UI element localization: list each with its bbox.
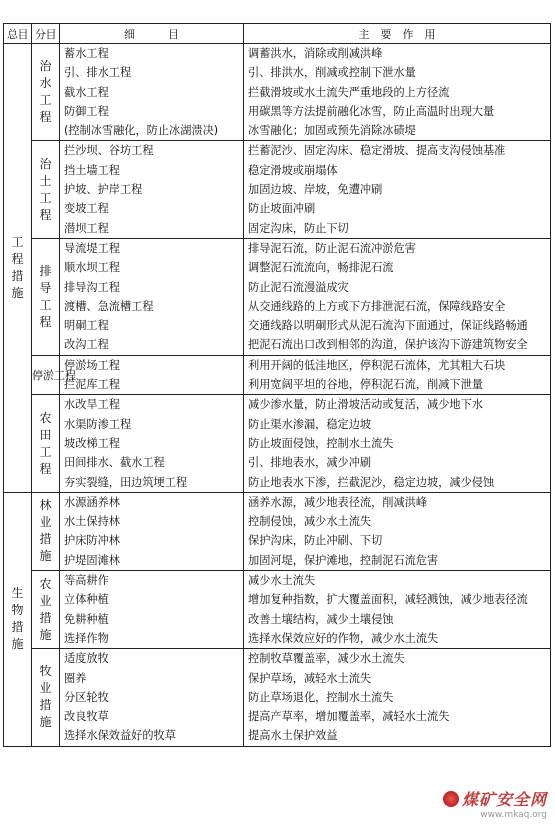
details-cell xyxy=(60,355,244,395)
table-row xyxy=(4,238,551,355)
sub-category-label: 停淤工程 xyxy=(32,368,76,382)
detail-item: 立体种植 xyxy=(64,593,109,607)
detail-item: 排导沟工程 xyxy=(64,280,120,294)
table-body xyxy=(4,44,551,747)
detail-item: 免耕种植 xyxy=(64,612,109,626)
sub-category-cell xyxy=(32,44,60,141)
detail-item: 等高耕作 xyxy=(64,574,109,588)
detail-item: 改良牧草 xyxy=(64,710,109,724)
detail-item: 潜坝工程 xyxy=(64,221,109,235)
detail-item: 导流堤工程 xyxy=(64,241,120,255)
function-item: 改善土壤结构，减少土壤侵蚀 xyxy=(248,612,394,626)
detail-item: 明硐工程 xyxy=(64,319,109,333)
header-main-function: 主 要 作 用 xyxy=(244,24,551,44)
detail-item: 防御工程 xyxy=(64,104,109,118)
function-item: 把泥石流出口改到相邻的沟道，保护该沟下游建筑物安全 xyxy=(248,338,528,352)
details-cell xyxy=(60,649,244,746)
detail-item: 停淤场工程 xyxy=(64,358,120,372)
detail-item: 拦泥库工程 xyxy=(64,378,120,392)
function-item: 选择水保效应好的作物，减少水土流失 xyxy=(248,631,439,645)
function-item: 引、排地表水，减少冲刷 xyxy=(248,456,372,470)
details-cell xyxy=(60,238,244,355)
table-row xyxy=(4,571,551,649)
function-cell xyxy=(244,141,551,238)
main-category-cell xyxy=(4,44,32,493)
sub-category-label: 农业措施 xyxy=(39,576,52,642)
detail-item: (控制冰雪融化，防止冰湖溃决) xyxy=(64,124,219,138)
function-item: 防止渠水渗漏，稳定边坡 xyxy=(248,417,372,431)
function-item: 减少渗水量，防止滑坡活动或复活，减少地下水 xyxy=(248,398,483,412)
detail-item: 截水工程 xyxy=(64,85,109,99)
function-item: 排导泥石流，防止泥石流冲淤危害 xyxy=(248,241,416,255)
function-item: 防止地表水下渗，拦截泥沙，稳定边坡，减少侵蚀 xyxy=(248,475,495,489)
function-item: 防止泥石流漫溢成灾 xyxy=(248,280,349,294)
details-cell xyxy=(60,44,244,141)
details-cell xyxy=(60,571,244,649)
detail-item: 坡改梯工程 xyxy=(64,436,120,450)
function-item: 减少水土流失 xyxy=(248,574,316,588)
function-item: 引、排洪水，削减或控制下泄水量 xyxy=(248,66,416,80)
watermark-brand: 煤矿安全网 xyxy=(461,790,547,809)
watermark-logo xyxy=(443,787,547,820)
detail-item: 拦沙坝、谷坊工程 xyxy=(64,144,154,158)
function-cell xyxy=(244,355,551,395)
detail-item: 水土保持林 xyxy=(64,515,120,529)
sub-category-label: 治土工程 xyxy=(39,156,52,222)
function-item: 保护沟床，防止冲刷、下切 xyxy=(248,534,383,548)
function-cell xyxy=(244,649,551,746)
detail-item: 引、排水工程 xyxy=(64,66,132,80)
detail-item: 护堤固滩林 xyxy=(64,553,120,567)
measures-table xyxy=(3,23,551,747)
function-item: 加固河堤，保护滩地，控制泥石流危害 xyxy=(248,553,439,567)
sub-category-cell xyxy=(32,571,60,649)
function-cell xyxy=(244,44,551,141)
detail-item: 护床防冲林 xyxy=(64,534,120,548)
function-item: 防止坡面侵蚀，控制水土流失 xyxy=(248,436,394,450)
sub-category-cell xyxy=(32,238,60,355)
detail-item: 选择作物 xyxy=(64,631,109,645)
table-row xyxy=(4,44,551,141)
header-details: 细 目 xyxy=(60,24,244,44)
function-item: 用碳黑等方法提前融化冰雪，防止高温时出现大量 xyxy=(248,104,495,118)
detail-item: 选择水保效益好的牧草 xyxy=(64,729,176,743)
table-row xyxy=(4,649,551,746)
function-item: 交通线路以明硐形式从泥石流沟下面通过，保证线路畅通 xyxy=(248,319,528,333)
detail-item: 挡土墙工程 xyxy=(64,163,120,177)
table-row xyxy=(4,141,551,238)
function-item: 控制牧草覆盖率，减少水土流失 xyxy=(248,652,405,666)
function-cell xyxy=(244,492,551,570)
table-row xyxy=(4,492,551,570)
table-row xyxy=(4,355,551,395)
detail-item: 水改旱工程 xyxy=(64,398,120,412)
sub-category-label: 排导工程 xyxy=(39,263,52,329)
sub-category-label: 林业措施 xyxy=(39,498,52,564)
sub-category-cell xyxy=(32,492,60,570)
header-sub-category: 分目 xyxy=(32,24,60,44)
detail-item: 田间排水、截水工程 xyxy=(64,456,165,470)
function-item: 提高产草率，增加覆盖率，减轻水土流失 xyxy=(248,710,450,724)
sub-category-cell xyxy=(32,141,60,238)
sub-category-cell xyxy=(32,649,60,746)
function-item: 冰雪融化；加固或预先消除冰碛堤 xyxy=(248,124,416,138)
function-item: 固定沟床，防止下切 xyxy=(248,221,349,235)
details-cell xyxy=(60,492,244,570)
function-cell xyxy=(244,238,551,355)
function-item: 稳定滑坡或崩塌体 xyxy=(248,163,338,177)
detail-item: 圈养 xyxy=(64,671,87,685)
detail-item: 改沟工程 xyxy=(64,338,109,352)
sub-category-cell xyxy=(32,395,60,492)
table-header-row xyxy=(4,24,551,44)
table-row xyxy=(4,395,551,492)
detail-item: 渡槽、急流槽工程 xyxy=(64,299,154,313)
watermark-url: www.mkaq.org xyxy=(480,810,547,820)
function-item: 增加复种指数，扩大覆盖面积，减轻溅蚀，减少地表径流 xyxy=(248,593,528,607)
function-item: 调整泥石流流向，畅排泥石流 xyxy=(248,261,394,275)
function-item: 防止坡面冲刷 xyxy=(248,202,316,216)
sub-category-label: 农田工程 xyxy=(39,410,52,476)
function-item: 加固边坡、岸坡，免遭冲刷 xyxy=(248,183,383,197)
function-item: 防止草场退化，控制水土流失 xyxy=(248,690,394,704)
function-item: 控制侵蚀，减少水土流失 xyxy=(248,515,372,529)
detail-item: 水源涵养林 xyxy=(64,495,120,509)
header-main-category: 总目 xyxy=(4,24,32,44)
detail-item: 变坡工程 xyxy=(64,202,109,216)
function-item: 涵养水源，减少地表径流，削减洪峰 xyxy=(248,495,428,509)
function-item: 保护草场，减轻水土流失 xyxy=(248,671,372,685)
detail-item: 护坡、护岸工程 xyxy=(64,183,143,197)
function-item: 拦蓄泥沙、固定沟床、稳定滑坡、提高支沟侵蚀基准 xyxy=(248,144,506,158)
function-item: 从交通线路的上方或下方排泄泥石流，保障线路安全 xyxy=(248,299,506,313)
details-cell xyxy=(60,395,244,492)
function-cell xyxy=(244,395,551,492)
detail-item: 夯实裂缝，田边筑埂工程 xyxy=(64,475,188,489)
main-category-cell xyxy=(4,492,32,746)
main-category-label: 工程措施 xyxy=(11,234,24,300)
watermark-emblem-icon xyxy=(443,791,459,807)
sub-category-label: 治水工程 xyxy=(39,59,52,125)
function-item: 拦截滑坡或水土流失严重地段的上方径流 xyxy=(248,85,450,99)
detail-item: 水渠防渗工程 xyxy=(64,417,132,431)
function-cell xyxy=(244,571,551,649)
function-item: 提高水土保护效益 xyxy=(248,729,338,743)
detail-item: 顺水坝工程 xyxy=(64,261,120,275)
sub-category-label: 牧业措施 xyxy=(39,664,52,730)
sub-category-cell xyxy=(32,355,76,395)
function-item: 利用宽阔平坦的谷地，停积泥石流，削减下泄量 xyxy=(248,378,483,392)
detail-item: 分区轮牧 xyxy=(64,690,109,704)
main-category-label: 生物措施 xyxy=(11,586,24,652)
function-item: 利用开阔的低洼地区，停积泥石流体，尤其粗大石块 xyxy=(248,358,506,372)
detail-item: 适度放牧 xyxy=(64,652,109,666)
details-cell xyxy=(60,141,244,238)
function-item: 调蓄洪水，消除或削减洪峰 xyxy=(248,47,383,60)
detail-item: 蓄水工程 xyxy=(64,47,109,60)
